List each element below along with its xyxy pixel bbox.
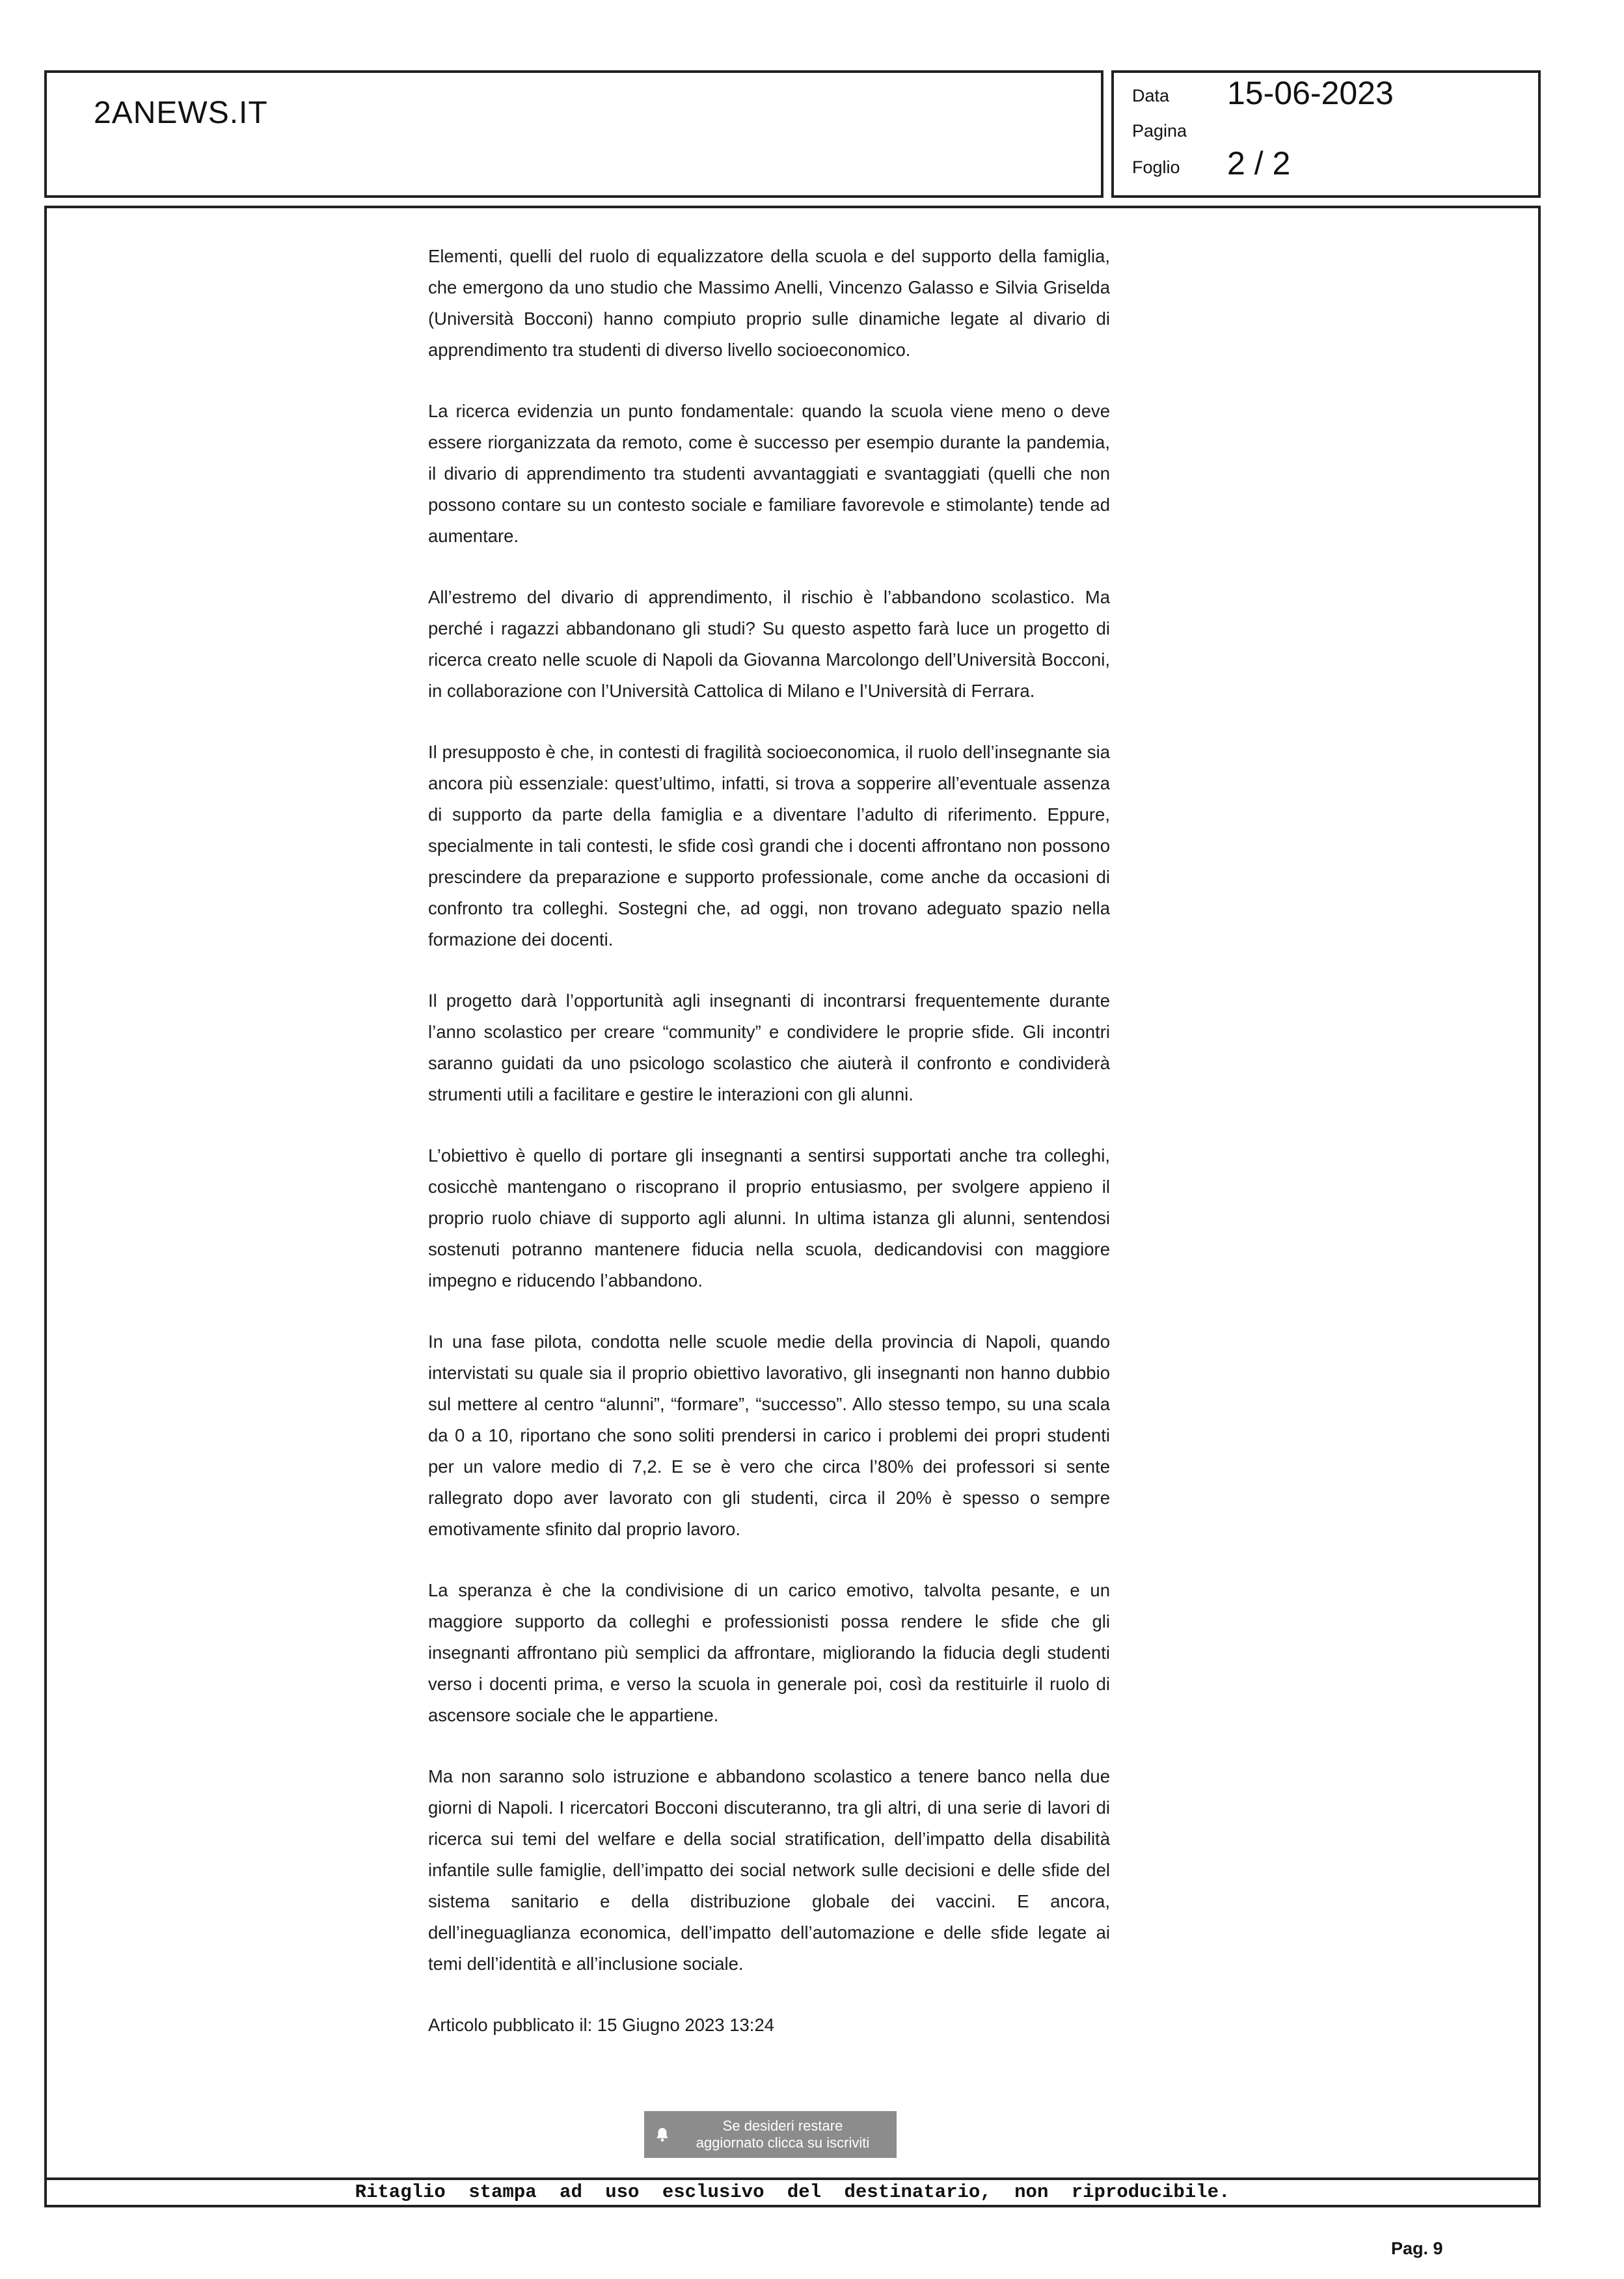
subscribe-line-1: Se desideri restare <box>722 2118 843 2134</box>
article-paragraph: La ricerca evidenzia un punto fondamentale: quando la scuola viene meno o deve essere riorganizzata da remoto, come è successo per esempio durante la pandemia, il divario di apprendimento tra studenti avvantaggiati e svantaggiati (quelli che non possono contare su un contesto sociale e familiare favorevole e stimolante) tende ad aumentare. <box>428 401 1110 546</box>
date-label: Data <box>1132 86 1170 105</box>
page-number: Pag. 9 <box>1391 2239 1443 2258</box>
subscribe-text <box>681 2118 897 2151</box>
article-paragraph: Elementi, quelli del ruolo di equalizzatore della scuola e del supporto della famiglia, che emergono da uno studio che Massimo Anelli, Vincenzo Galasso e Silvia Griselda (Università Bocconi) hanno compiuto proprio sulle dinamiche legate al divario di apprendimento tra studenti di diverso livello socioeconomico. <box>428 246 1110 360</box>
article-body <box>428 241 1110 2041</box>
article-paragraph: La speranza è che la condivisione di un carico emotivo, talvolta pesante, e un maggiore supporto da colleghi e professionisti possa rendere le sfide che gli insegnanti affrontano più semplici da affrontare, migliorando la fiducia degli studenti verso i docenti prima, e verso la scuola in generale poi, così da restituirle il ruolo di ascensore sociale che le appartiene. <box>428 1580 1110 1725</box>
article-frame <box>44 206 1541 2207</box>
page-label: Pagina <box>1132 121 1187 141</box>
sheet-value: 2 / 2 <box>1227 145 1291 182</box>
article-paragraph: All’estremo del divario di apprendimento, il rischio è l’abbandono scolastico. Ma perché i ragazzi abbandonano gli studi? Su questo aspetto farà luce un progetto di ricerca creato nelle scuole di Napoli da Giovanna Marcolongo dell’Università Bocconi, in collaborazione con l’Università Cattolica di Milano e l’Università di Ferrara. <box>428 587 1110 701</box>
clipping-notice: Ritaglio stampa ad uso esclusivo del destinatario, non riproducibile. <box>355 2181 1230 2203</box>
subscribe-line-2: aggiornato clicca su iscriviti <box>696 2135 870 2151</box>
header-source-box <box>44 70 1103 198</box>
article-paragraph: Ma non saranno solo istruzione e abbandono scolastico a tenere banco nella due giorni di Napoli. I ricercatori Bocconi discuteranno, tra gli altri, di una serie di lavori di ricerca sui temi del welfare e della social stratification, dell’impatto della disabilità infantile sulle famiglie, dell’impatto dei social network sulle decisioni e delle sfide del sistema sanitario e della distribuzione globale dei vaccini. E ancora, dell’ineguaglianza economica, dell’impatto dell’automazione e delle sfide legate ai temi dell’identità e all’inclusione sociale. <box>428 1766 1110 1974</box>
article-paragraph: In una fase pilota, condotta nelle scuole medie della provincia di Napoli, quando intervistati su quale sia il proprio obiettivo lavorativo, gli insegnanti non hanno dubbio sul mettere al centro “alunni”, “formare”, “successo”. Allo stesso tempo, su una scala da 0 a 10, riportano che sono soliti prendersi in carico i problemi dei propri studenti per un valore medio di 7,2. E se è vero che circa l’80% dei professori si sente rallegrato dopo aver lavorato con gli studenti, circa il 20% è spesso o sempre emotivamente sfinito dal proprio lavoro. <box>428 1331 1110 1539</box>
date-value: 15-06-2023 <box>1227 75 1394 111</box>
subscribe-button[interactable] <box>644 2111 897 2158</box>
header-meta-box <box>1111 70 1541 198</box>
article-paragraph: Il presupposto è che, in contesti di fragilità socioeconomica, il ruolo dell’insegnante sia ancora più essenziale: quest’ultimo, infatti, si trova a sopperire all’eventuale assenza di supporto da parte della famiglia e a diventare l’adulto di riferimento. Eppure, specialmente in tali contesti, le sfide così grandi che i docenti affrontano non possono prescindere da preparazione e supporto professionale, come anche da occasioni di confronto tra colleghi. Sostegni che, ad oggi, non trovano adeguato spazio nella formazione dei docenti. <box>428 742 1110 949</box>
article-paragraph: Il progetto darà l’opportunità agli insegnanti di incontrarsi frequentemente durante l’anno scolastico per creare “community” e condividere le proprie sfide. Gli incontri saranno guidati da uno psicologo scolastico che aiuterà il confronto e condividerà strumenti utili a facilitare e gestire le interazioni con gli alunni. <box>428 990 1110 1104</box>
bell-icon <box>644 2127 681 2142</box>
article-paragraph: L’obiettivo è quello di portare gli insegnanti a sentirsi supportati anche tra colleghi, cosicchè mantengano o riscoprano il proprio entusiasmo, per svolgere appieno il proprio ruolo chiave di supporto agli alunni. In ultima istanza gli alunni, sentendosi sostenuti potranno mantenere fiducia nella scuola, dedicandovisi con maggiore impegno e riducendo l’abbandono. <box>428 1145 1110 1290</box>
source-name: 2ANEWS.IT <box>94 96 268 130</box>
publication-date: Articolo pubblicato il: 15 Giugno 2023 13:24 <box>428 2015 775 2035</box>
sheet-label: Foglio <box>1132 157 1180 177</box>
